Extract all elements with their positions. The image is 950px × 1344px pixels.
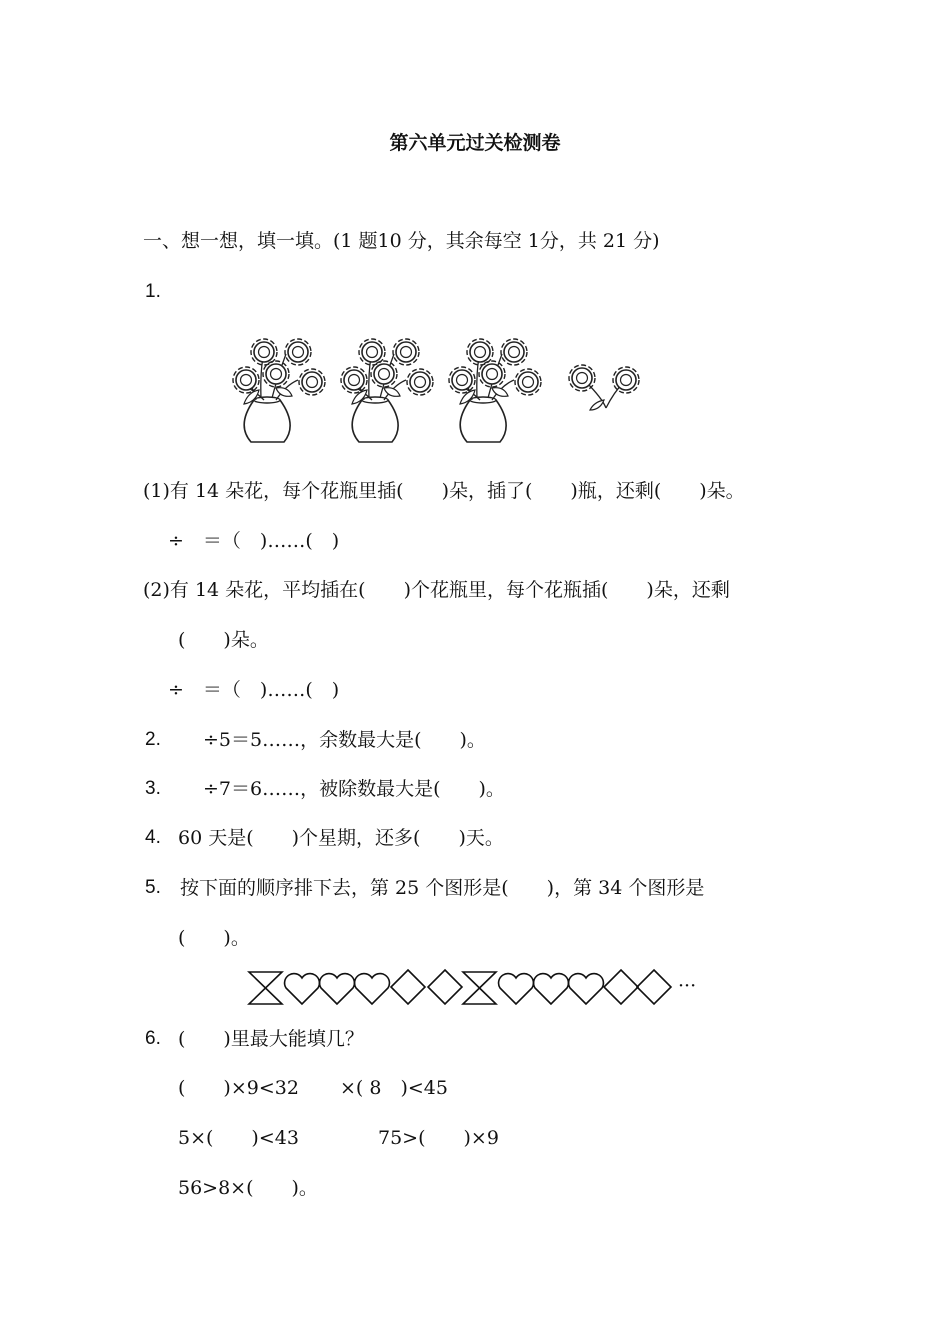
flower-vase-icon: [341, 339, 433, 442]
flower-vase-icon: [449, 339, 541, 442]
question-4-number: 4.: [145, 827, 161, 848]
hourglass-icon: [249, 972, 282, 1004]
question-6-row-3: 56>8×( )。: [178, 1177, 318, 1199]
question-1-number: 1.: [145, 281, 161, 302]
question-6-row-1-a: ( )×9<32: [178, 1077, 299, 1099]
heart-icon: [285, 974, 320, 1004]
question-6-text: ( )里最大能填几？: [178, 1028, 364, 1050]
diamond-icon: [428, 970, 462, 1004]
question-2-number: 2.: [145, 729, 161, 750]
question-4-text: 60 天是( )个星期，还多( )天。: [178, 827, 504, 849]
flower-vase-icon: [233, 339, 325, 442]
question-3-text: ÷7＝6……，被除数最大是( )。: [203, 778, 505, 800]
pattern-ellipsis: ···: [678, 975, 697, 997]
page-title: 第六单元过关检测卷: [389, 132, 561, 154]
flower-vases-illustration: [226, 330, 666, 450]
question-6-number: 6.: [145, 1028, 161, 1049]
question-1-part-1: (1)有 14 朵花，每个花瓶里插( )朵，插了( )瓶，还剩( )朵。: [143, 480, 745, 502]
question-6-row-2-b: 75>( )×9: [378, 1127, 499, 1149]
diamond-icon: [391, 970, 425, 1004]
heart-icon: [355, 974, 390, 1004]
heart-icon: [499, 974, 534, 1004]
question-6-row-2-a: 5×( )<43: [178, 1127, 299, 1149]
question-6-row-1-b: ×( 8 )<45: [340, 1077, 448, 1099]
loose-flowers-icon: [569, 365, 639, 410]
heart-icon: [320, 974, 355, 1004]
diamond-icon: [636, 966, 676, 1010]
hourglass-icon: [463, 972, 496, 1004]
question-1-part-1-formula: ÷ ＝（ )……( ): [168, 530, 340, 552]
question-5-text-line-1: 按下面的顺序排下去，第 25 个图形是( )，第 34 个图形是: [180, 877, 705, 899]
question-3-number: 3.: [145, 778, 161, 799]
question-1-part-2-line-1: (2)有 14 朵花，平均插在( )个花瓶里，每个花瓶插( )朵，还剩: [143, 579, 730, 601]
section-1-heading: 一、想一想，填一填。(1 题10 分，其余每空 1分，共 21 分): [143, 230, 660, 252]
question-5-number: 5.: [145, 877, 161, 898]
heart-icon: [534, 974, 569, 1004]
question-5-text-line-2: ( )。: [178, 927, 250, 949]
shape-pattern: [246, 966, 666, 1010]
question-2-text: ÷5＝5……，余数最大是( )。: [203, 729, 486, 751]
diamond-icon: [604, 970, 638, 1004]
question-1-part-2-formula: ÷ ＝（ )……( ): [168, 679, 340, 701]
heart-icon: [569, 974, 604, 1004]
question-1-part-2-line-2: ( )朵。: [178, 629, 269, 651]
